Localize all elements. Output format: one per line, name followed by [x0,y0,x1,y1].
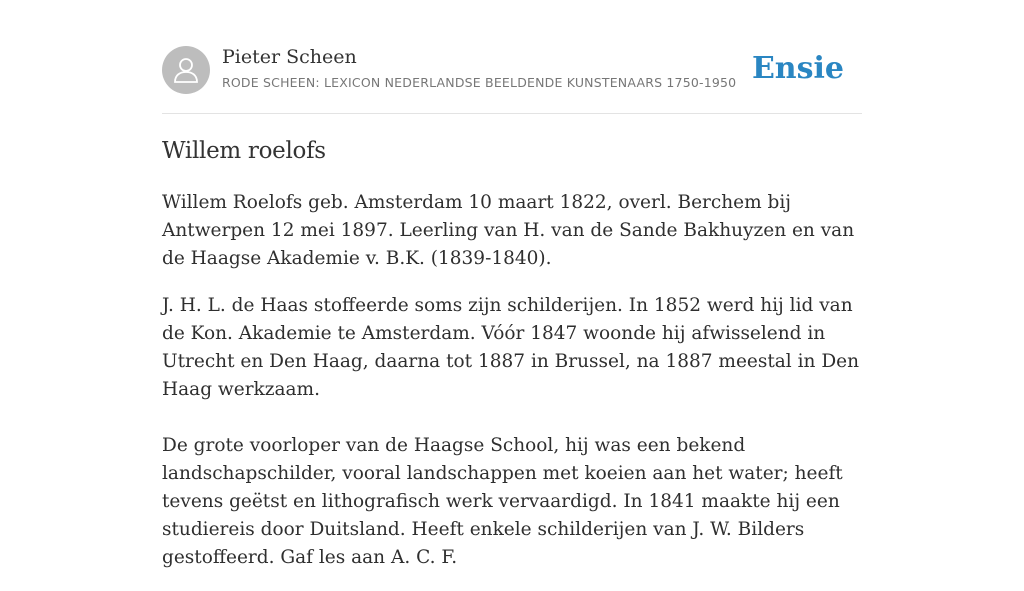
source-title[interactable]: RODE SCHEEN: LEXICON NEDERLANDSE BEELDENDE KUNSTENAARS 1750-1950 [222,75,737,90]
ensie-logo[interactable]: Ensie [751,51,844,86]
user-icon [171,55,201,85]
article-title: Willem roelofs [162,138,326,164]
article-header [162,46,862,96]
author-avatar[interactable] [162,46,210,94]
author-name[interactable]: Pieter Scheen [222,46,357,68]
header-divider [162,113,862,114]
article-paragraph: Willem Roelofs geb. Amsterdam 10 maart 1822, overl. Berchem bij Antwerpen 12 mei 1897. Leerling van H. van de Sande Bakhuyzen en van de Haagse Akademie v. B.K. (1839-1840). [162,192,855,269]
article-body [162,189,862,591]
article-paragraph: De grote voorloper van de Haagse School, hij was een bekend landschapschilder, vooral landschappen met koeien aan het water; heeft tevens geëtst en lithografisch werk vervaardigd. In 1841 maakte hij een studiereis door Duitsland. Heeft enkele schilderijen van J. W. Bilders gestoffeerd. Gaf les aan A. C. F. [162,435,843,568]
article-paragraph: J. H. L. de Haas stoffeerde soms zijn schilderijen. In 1852 werd hij lid van de Kon. Akademie te Amsterdam. Vóór 1847 woonde hij afwisselend in Utrecht en Den Haag, daarna tot 1887 in Brussel, na 1887 meestal in Den Haag werkzaam. [162,295,860,400]
